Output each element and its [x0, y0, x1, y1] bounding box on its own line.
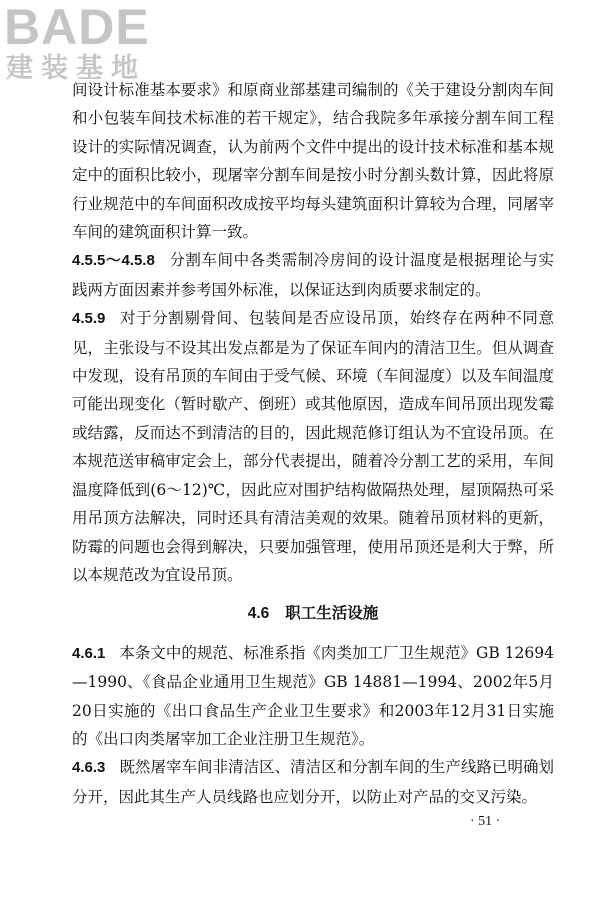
paragraph-continuation — [72, 76, 554, 246]
watermark-latin-text: BADE — [4, 0, 150, 55]
clause-4-5-5-to-4-5-8 — [72, 246, 554, 304]
clause-number: 4.6.1 — [72, 644, 106, 662]
clause-text: 既然屠宰车间非清洁区、清洁区和分割车间的生产线路已明确划分开，因此其生产人员线路也应划分开，以防止对产品的交叉污染。 — [72, 758, 554, 806]
section-number: 4.6 — [247, 605, 270, 623]
clause-text: 对于分割剔骨间、包装间是否应设吊顶，始终存在两种不同意见，主张设与不设其出发点都是为了保证车间内的清洁卫生。但从调查中发现，设有吊顶的车间由于受气候、环境（车间湿度）以及车间温度可能出现变化（暂时歇产、倒班）或其他原因，造成车间吊顶出现发霉或结露，反而达不到清洁的目的，因此规范修订组认为不宜设吊顶。在本规范送审稿审定会上，部分代表提出，随着冷分割工艺的采用，车间温度降低到(6～12)℃，因此应对围护结构做隔热处理，屋顶隔热可采用吊顶方法解决，同时还具有清洁美观的效果。随着吊顶材料的更新，防霉的问题也会得到解决，只要加强管理，使用吊顶还是利大于弊，所以本规范改为宜设吊顶。 — [72, 309, 554, 584]
clause-4-6-3 — [72, 753, 554, 811]
section-title-text: 职工生活设施 — [285, 604, 379, 623]
clause-number: 4.5.9 — [72, 310, 106, 328]
clause-4-6-1 — [72, 639, 554, 754]
clause-number: 4.6.3 — [72, 759, 106, 777]
watermark-chinese-text: 建装基地 — [6, 53, 146, 84]
clause-4-5-9 — [72, 304, 554, 589]
clause-text: 分割车间中各类需制冷房间的设计温度是根据理论与实践两方面因素并参考国外标准，以保证达到肉质要求制定的。 — [72, 251, 554, 299]
page-number: · 51 · — [470, 814, 501, 829]
clause-text: 本条文中的规范、标准系指《肉类加工厂卫生规范》GB 12694—1990、《食品企业通用卫生规范》GB 14881—1994、2002年5月20日实施的《出口食品生产企业卫生要求》和2003年12月31日实施的《出口肉类屠宰加工企业注册卫生规范》。 — [72, 643, 554, 748]
paragraph-text: 间设计标准基本要求》和原商业部基建司编制的《关于建设分割肉车间和小包装车间技术标准的若干规定》，结合我院多年承接分割车间工程设计的实际情况调查，认为前两个文件中提出的设计技术标准和基本规定中的面积比较小，现屠宰分割车间是按小时分割头数计算，因此将原行业规范中的车间面积改成按平均每头建筑面积计算较为合理，同屠宰车间的建筑面积计算一致。 — [72, 81, 554, 242]
section-heading — [72, 589, 554, 638]
document-body — [72, 76, 554, 811]
clause-number: 4.5.5～4.5.8 — [72, 252, 155, 270]
